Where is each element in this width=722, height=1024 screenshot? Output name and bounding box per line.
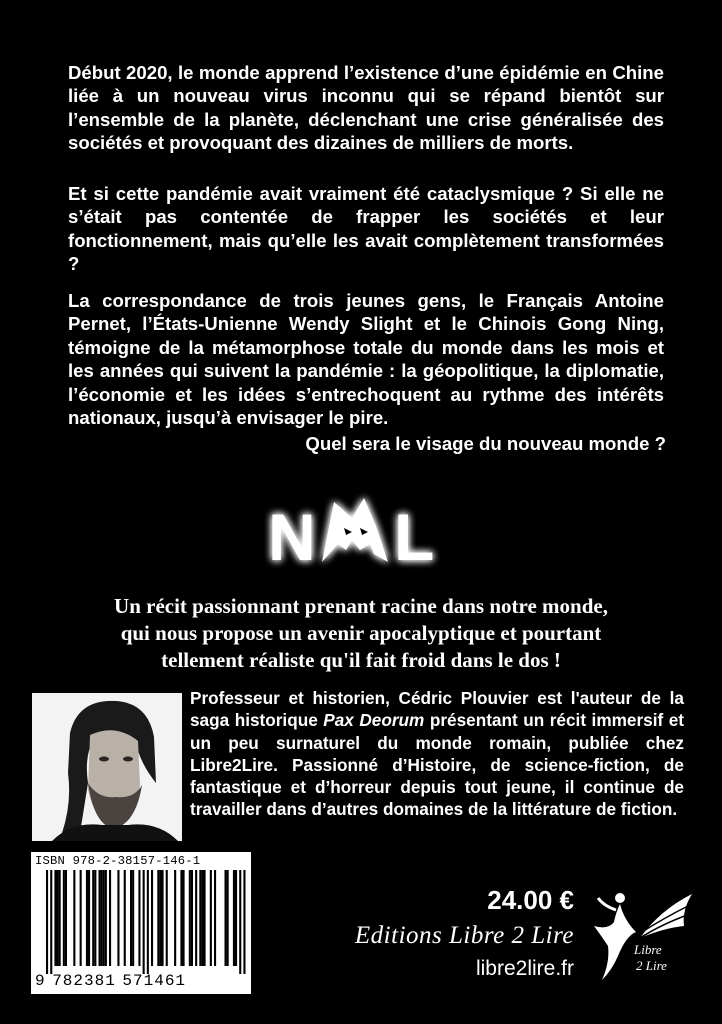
series-logo	[260, 488, 460, 578]
barcode-bar	[183, 870, 185, 966]
barcode-bar	[46, 870, 48, 974]
barcode-bar	[50, 870, 52, 974]
author-photo	[32, 693, 182, 841]
barcode-bar	[235, 870, 237, 966]
publisher-logo-line-2: 2 Lire	[636, 958, 667, 973]
barcode-bar	[214, 870, 216, 966]
barcode-bar	[143, 870, 145, 974]
barcode-bar	[99, 870, 101, 966]
barcode-bar	[105, 870, 107, 966]
barcode-bar	[132, 870, 134, 966]
barcode-bar	[227, 870, 229, 966]
barcode-bar	[201, 870, 203, 966]
barcode-bar	[80, 870, 82, 966]
barcode-bar	[54, 870, 56, 966]
logo-letter-n: N	[268, 500, 316, 574]
tagline-line-1: Un récit passionnant prenant racine dans notre monde,	[114, 594, 608, 618]
wolf-head-icon	[322, 498, 388, 562]
barcode-bar	[204, 870, 206, 966]
price: 24.00 €	[487, 885, 574, 915]
barcode-bar	[157, 870, 159, 966]
barcode-bar	[151, 870, 153, 966]
barcode-digits: 9 782381 571461	[35, 972, 187, 990]
publisher-logo-line-1: Libre	[634, 942, 662, 957]
barcode-bar	[63, 870, 65, 966]
tagline-line-3: tellement réaliste qu'il fait froid dans le dos !	[161, 648, 561, 672]
barcode-bar	[109, 870, 111, 966]
blurb-question: Quel sera le visage du nouveau monde ?	[305, 433, 666, 454]
barcode-bar	[101, 870, 103, 966]
barcode-bar	[92, 870, 94, 966]
publisher-name: Editions Libre 2 Lire	[354, 922, 574, 949]
barcode-bar	[199, 870, 201, 966]
barcode-bar	[195, 870, 197, 966]
barcode-bar	[233, 870, 235, 966]
barcode-bar	[189, 870, 191, 966]
barcode-bar	[162, 870, 164, 966]
tagline-line-2: qui nous propose un avenir apocalyptique et pourtant	[120, 621, 602, 645]
publisher-website: libre2lire.fr	[475, 957, 574, 980]
tagline	[20, 593, 702, 674]
barcode-panel	[31, 852, 251, 994]
barcode-bar	[73, 870, 75, 966]
barcode-bar	[138, 870, 140, 966]
author-bio-text-2: présentant un récit immersif et un peu surnaturel du monde romain, publiée chez Libre2Lire. Passionné d’Histoire, de science-fiction, de fantastique et d’horreur depuis tout jeune, il continue de travailler dans d’autres domaines de la littérature de fiction.	[190, 710, 684, 820]
author-bio	[190, 687, 684, 821]
barcode-bar	[65, 870, 67, 966]
blurb-paragraph-1: Début 2020, le monde apprend l’existence d’une épidémie en Chine liée à un nouveau virus inconnu qui se répand bientôt sur l’ensemble de la planète, déclenchant une crise généralisée des sociétés et provoquant des dizaines de milliers de morts.	[68, 62, 664, 154]
author-bio-text-1: Professeur et historien, Cédric Plouvier est l'auteur de la saga historique	[190, 688, 684, 731]
isbn-label: ISBN 978-2-38157-146-1	[35, 854, 201, 868]
logo-letter-l: L	[394, 500, 435, 574]
saga-title: Pax Deorum	[323, 710, 425, 731]
barcode-bar	[147, 870, 149, 974]
barcode-bar	[180, 870, 182, 966]
barcode-bar	[159, 870, 161, 966]
blurb-paragraph-2: Et si cette pandémie avait vraiment été cataclysmique ? Si elle ne s’était pas contentée de frapper les sociétés et leur fonctionnement, mais qu’elle les avait complètement transformées ?	[68, 183, 664, 275]
barcode-bar	[86, 870, 88, 966]
barcode-bars	[36, 870, 246, 974]
barcode-bar	[166, 870, 168, 966]
barcode-bar	[103, 870, 105, 966]
barcode-bar	[94, 870, 96, 966]
barcode-bar	[130, 870, 132, 966]
barcode-bar	[174, 870, 176, 966]
barcode-bar	[57, 870, 59, 966]
publisher-logo	[590, 880, 695, 990]
barcode-bar	[88, 870, 90, 966]
barcode-bar	[210, 870, 212, 966]
barcode-bar	[243, 870, 245, 974]
barcode-bar	[117, 870, 119, 966]
barcode-bar	[191, 870, 193, 966]
blurb-paragraph-3: La correspondance de trois jeunes gens, le Français Antoine Pernet, l’États-Unienne Wendy Slight et le Chinois Gong Ning, témoigne de la métamorphose totale du monde dans les mois et les années qui suivent la pandémie : la géopolitique, la diplomatie, l’économie et les idées s’entrechoquent au rythme des intérêts nationaux, jusqu’à envisager le pire.	[68, 290, 664, 429]
barcode-bar	[59, 870, 61, 966]
barcode-bar	[124, 870, 126, 966]
barcode-bar	[239, 870, 241, 974]
barcode-bar	[225, 870, 227, 966]
